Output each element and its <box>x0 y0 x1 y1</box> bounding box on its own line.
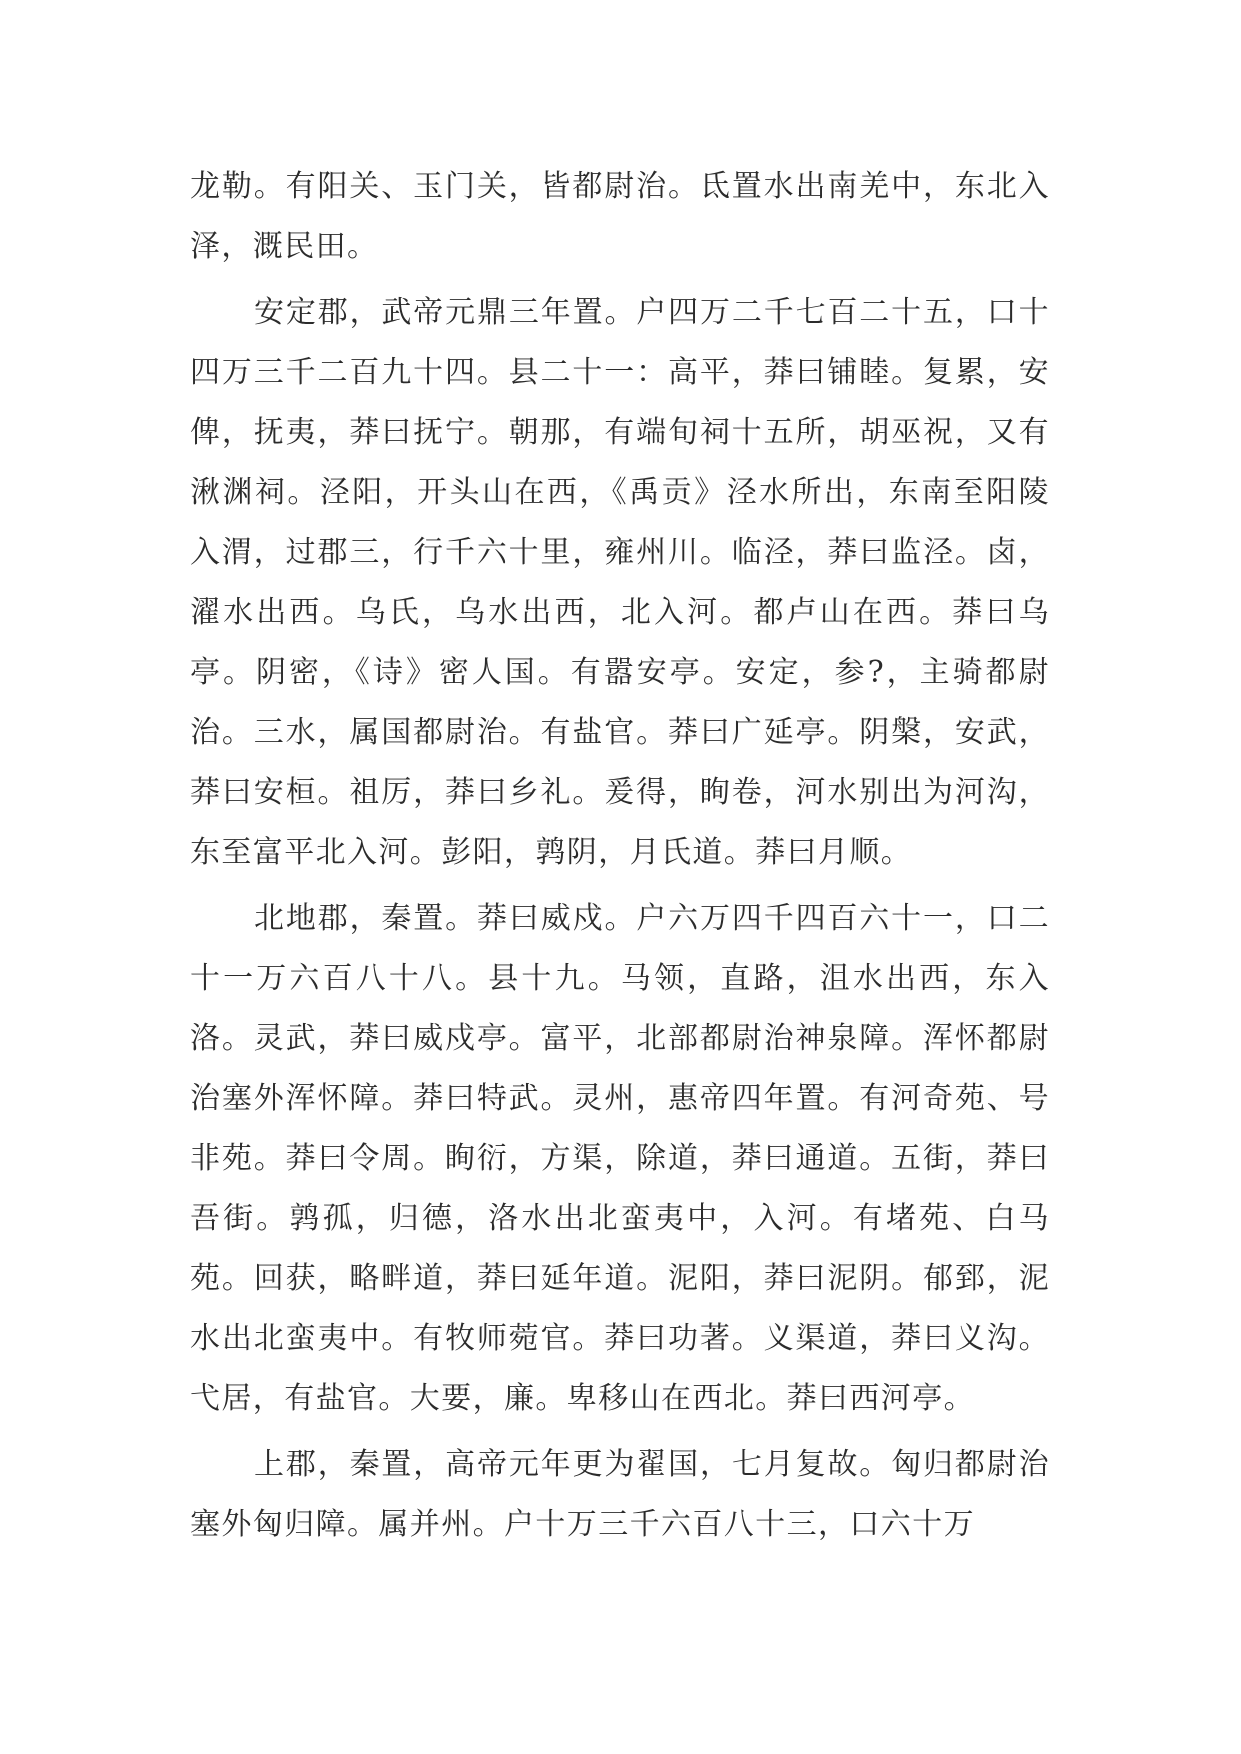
paragraph-shang-commandery: 上郡，秦置，高帝元年更为翟国，七月复故。匈归都尉治塞外匈归障。属并州。户十万三千六百八十三，口六十万 <box>190 1447 1050 1542</box>
document-page <box>190 157 1050 1555</box>
paragraph-anding-commandery: 安定郡，武帝元鼎三年置。户四万二千七百二十五，口十四万三千二百九十四。县二十一：高平，莽曰铺睦。复累，安俾，抚夷，莽曰抚宁。朝那，有端旬祠十五所，胡巫祝，又有湫渊祠。泾阳，开头山在西，《禹贡》泾水所出，东南至阳陵入渭，过郡三，行千六十里，雍州川。临泾，莽曰监泾。卤，濯水出西。乌氏，乌水出西，北入河。都卢山在西。莽曰乌亭。阴密，《诗》密人国。有嚣安亭。安定，参?，主骑都尉治。三水，属国都尉治。有盐官。莽曰广延亭。阴槃，安武，莽曰安桓。祖厉，莽曰乡礼。爰得，眴卷，河水别出为河沟，东至富平北入河。彭阳，鹑阴，月氏道。莽曰月顺。 <box>190 295 1050 870</box>
paragraph-longle: 龙勒。有阳关、玉门关，皆都尉治。氐置水出南羌中，东北入泽，溉民田。 <box>190 169 1050 264</box>
paragraph-beidi-commandery: 北地郡，秦置。莽曰威戍。户六万四千四百六十一，口二十一万六百八十八。县十九。马领，直路，沮水出西，东入洛。灵武，莽曰威戍亭。富平，北部都尉治神泉障。浑怀都尉治塞外浑怀障。莽曰特武。灵州，惠帝四年置。有河奇苑、号非苑。莽曰令周。眴衍，方渠，除道，莽曰通道。五街，莽曰吾街。鹑孤，归德，洛水出北蛮夷中，入河。有堵苑、白马苑。回获，略畔道，莽曰延年道。泥阳，莽曰泥阴。郁郅，泥水出北蛮夷中。有牧师菀官。莽曰功著。义渠道，莽曰义沟。弋居，有盐官。大要，廉。卑移山在西北。莽曰西河亭。 <box>190 901 1050 1416</box>
